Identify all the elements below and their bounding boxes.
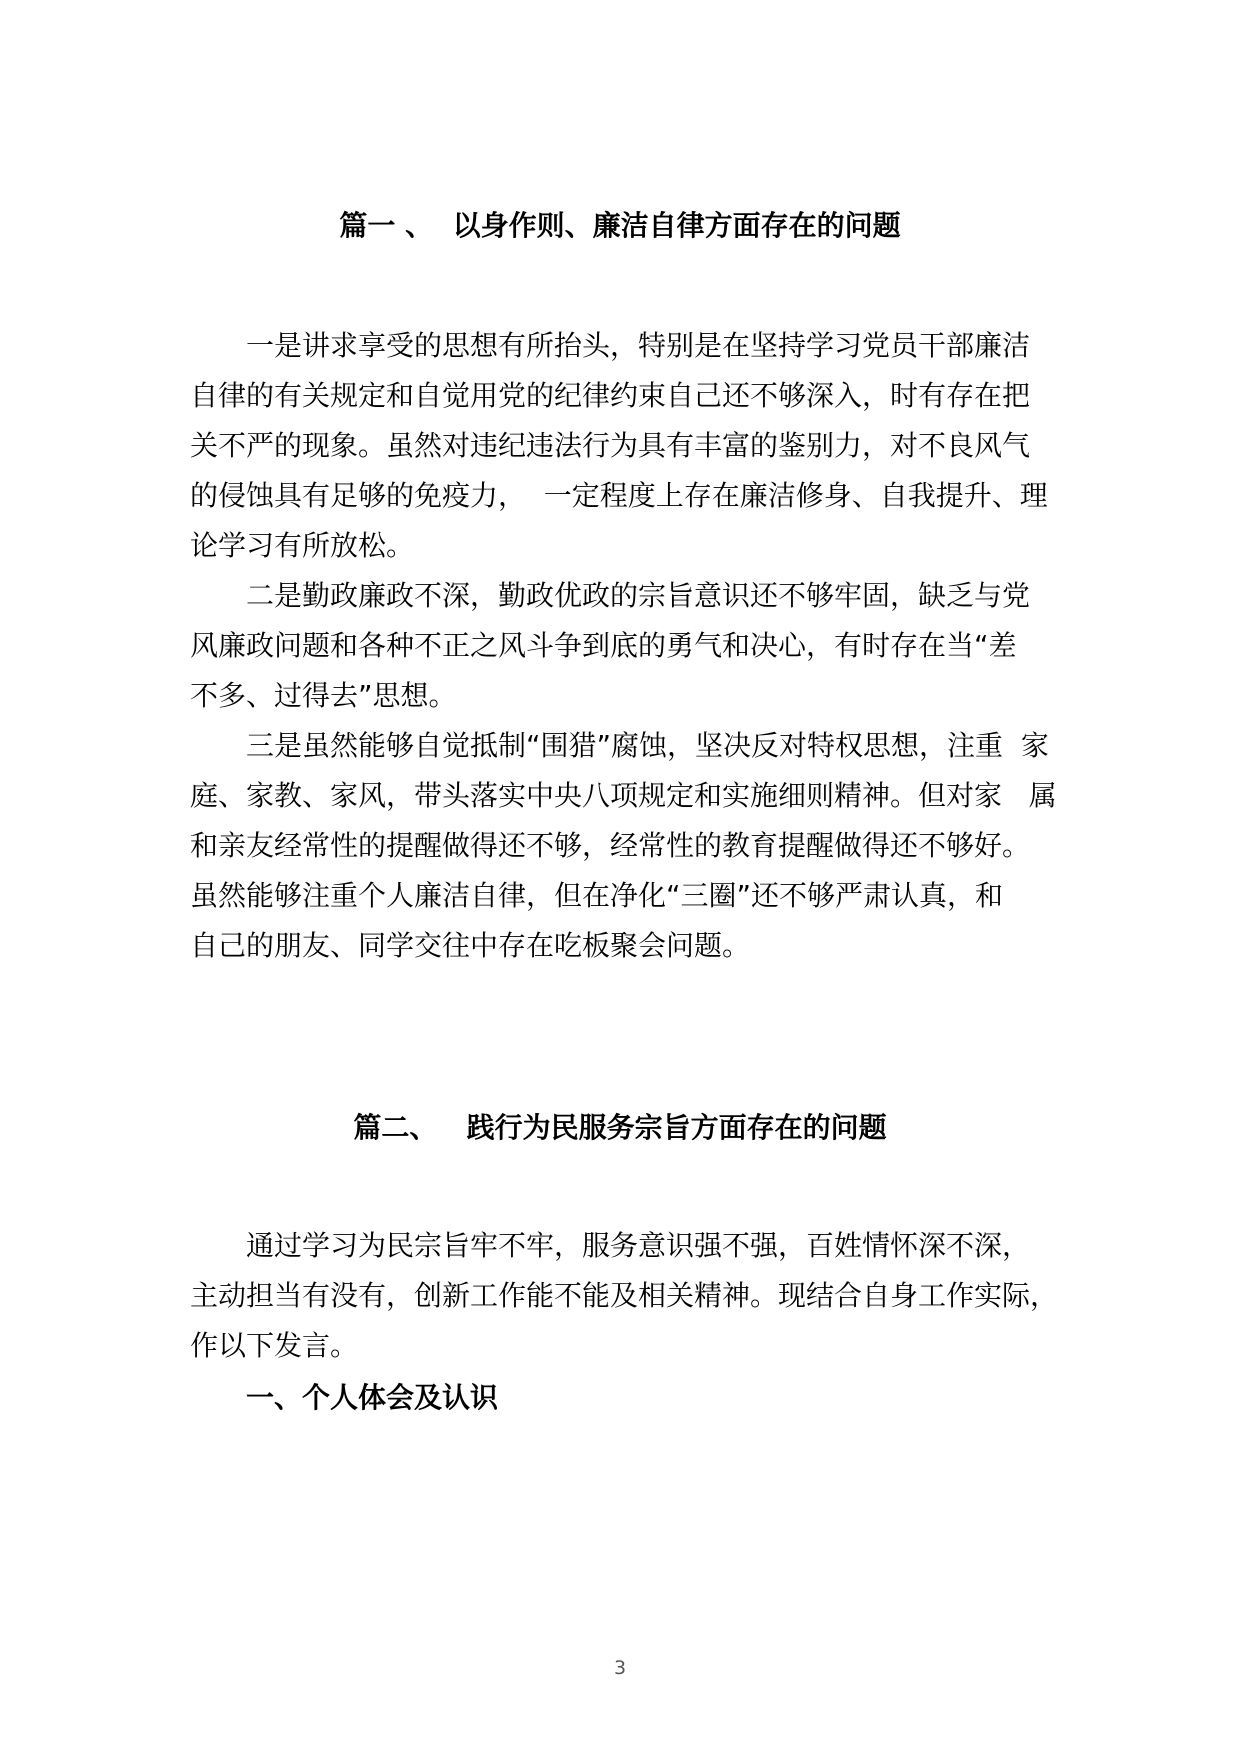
body-line: 风廉政问题和各种不正之风斗争到底的勇气和决心，有时存在当“差 — [190, 629, 1017, 662]
body-line: 不多、过得去”思想。 — [190, 679, 457, 712]
body-line: 三是虽然能够自觉抵制“围猎”腐蚀，坚决反对特权思想，注重 家 — [246, 729, 1049, 762]
body-line: 自己的朋友、同学交往中存在吃板聚会问题。 — [190, 929, 751, 962]
body-line: 虽然能够注重个人廉洁自律，但在净化“三圈”还不够严肃认真，和 — [190, 879, 1004, 912]
body-line: 和亲友经常性的提醒做得还不够，经常性的教育提醒做得还不够好。 — [190, 829, 1031, 862]
body-line: 自律的有关规定和自觉用党的纪律约束自己还不够深入，时有存在把 — [190, 379, 1031, 412]
page-number: 3 — [613, 1657, 627, 1679]
body-line: 论学习有所放松。 — [190, 529, 415, 562]
body-line: 庭、家教、家风，带头落实中央八项规定和实施细则精神。但对家 属 — [190, 779, 1057, 812]
body-line: 关不严的现象。虽然对违纪违法行为具有丰富的鉴别力，对不良风气 — [190, 429, 1031, 462]
body-line: 的侵蚀具有足够的免疫力， 一定程度上存在廉洁修身、自我提升、理 — [190, 479, 1048, 512]
body-line: 主动担当有没有，创新工作能不能及相关精神。现结合自身工作实际， — [190, 1279, 1059, 1312]
section2-subheading: 一、个人体会及认识 — [246, 1381, 499, 1414]
section1-title: 篇一 、 以身作则、廉洁自律方面存在的问题 — [339, 209, 901, 242]
body-line: 二是勤政廉政不深，勤政优政的宗旨意识还不够牢固，缺乏与党 — [246, 579, 1031, 612]
section2-title: 篇二、 践行为民服务宗旨方面存在的问题 — [353, 1111, 887, 1144]
body-line: 一是讲求享受的思想有所抬头，特别是在坚持学习党员干部廉洁 — [246, 329, 1031, 362]
body-line: 通过学习为民宗旨牢不牢，服务意识强不强，百姓情怀深不深， — [246, 1229, 1031, 1262]
body-line: 作以下发言。 — [190, 1329, 359, 1362]
